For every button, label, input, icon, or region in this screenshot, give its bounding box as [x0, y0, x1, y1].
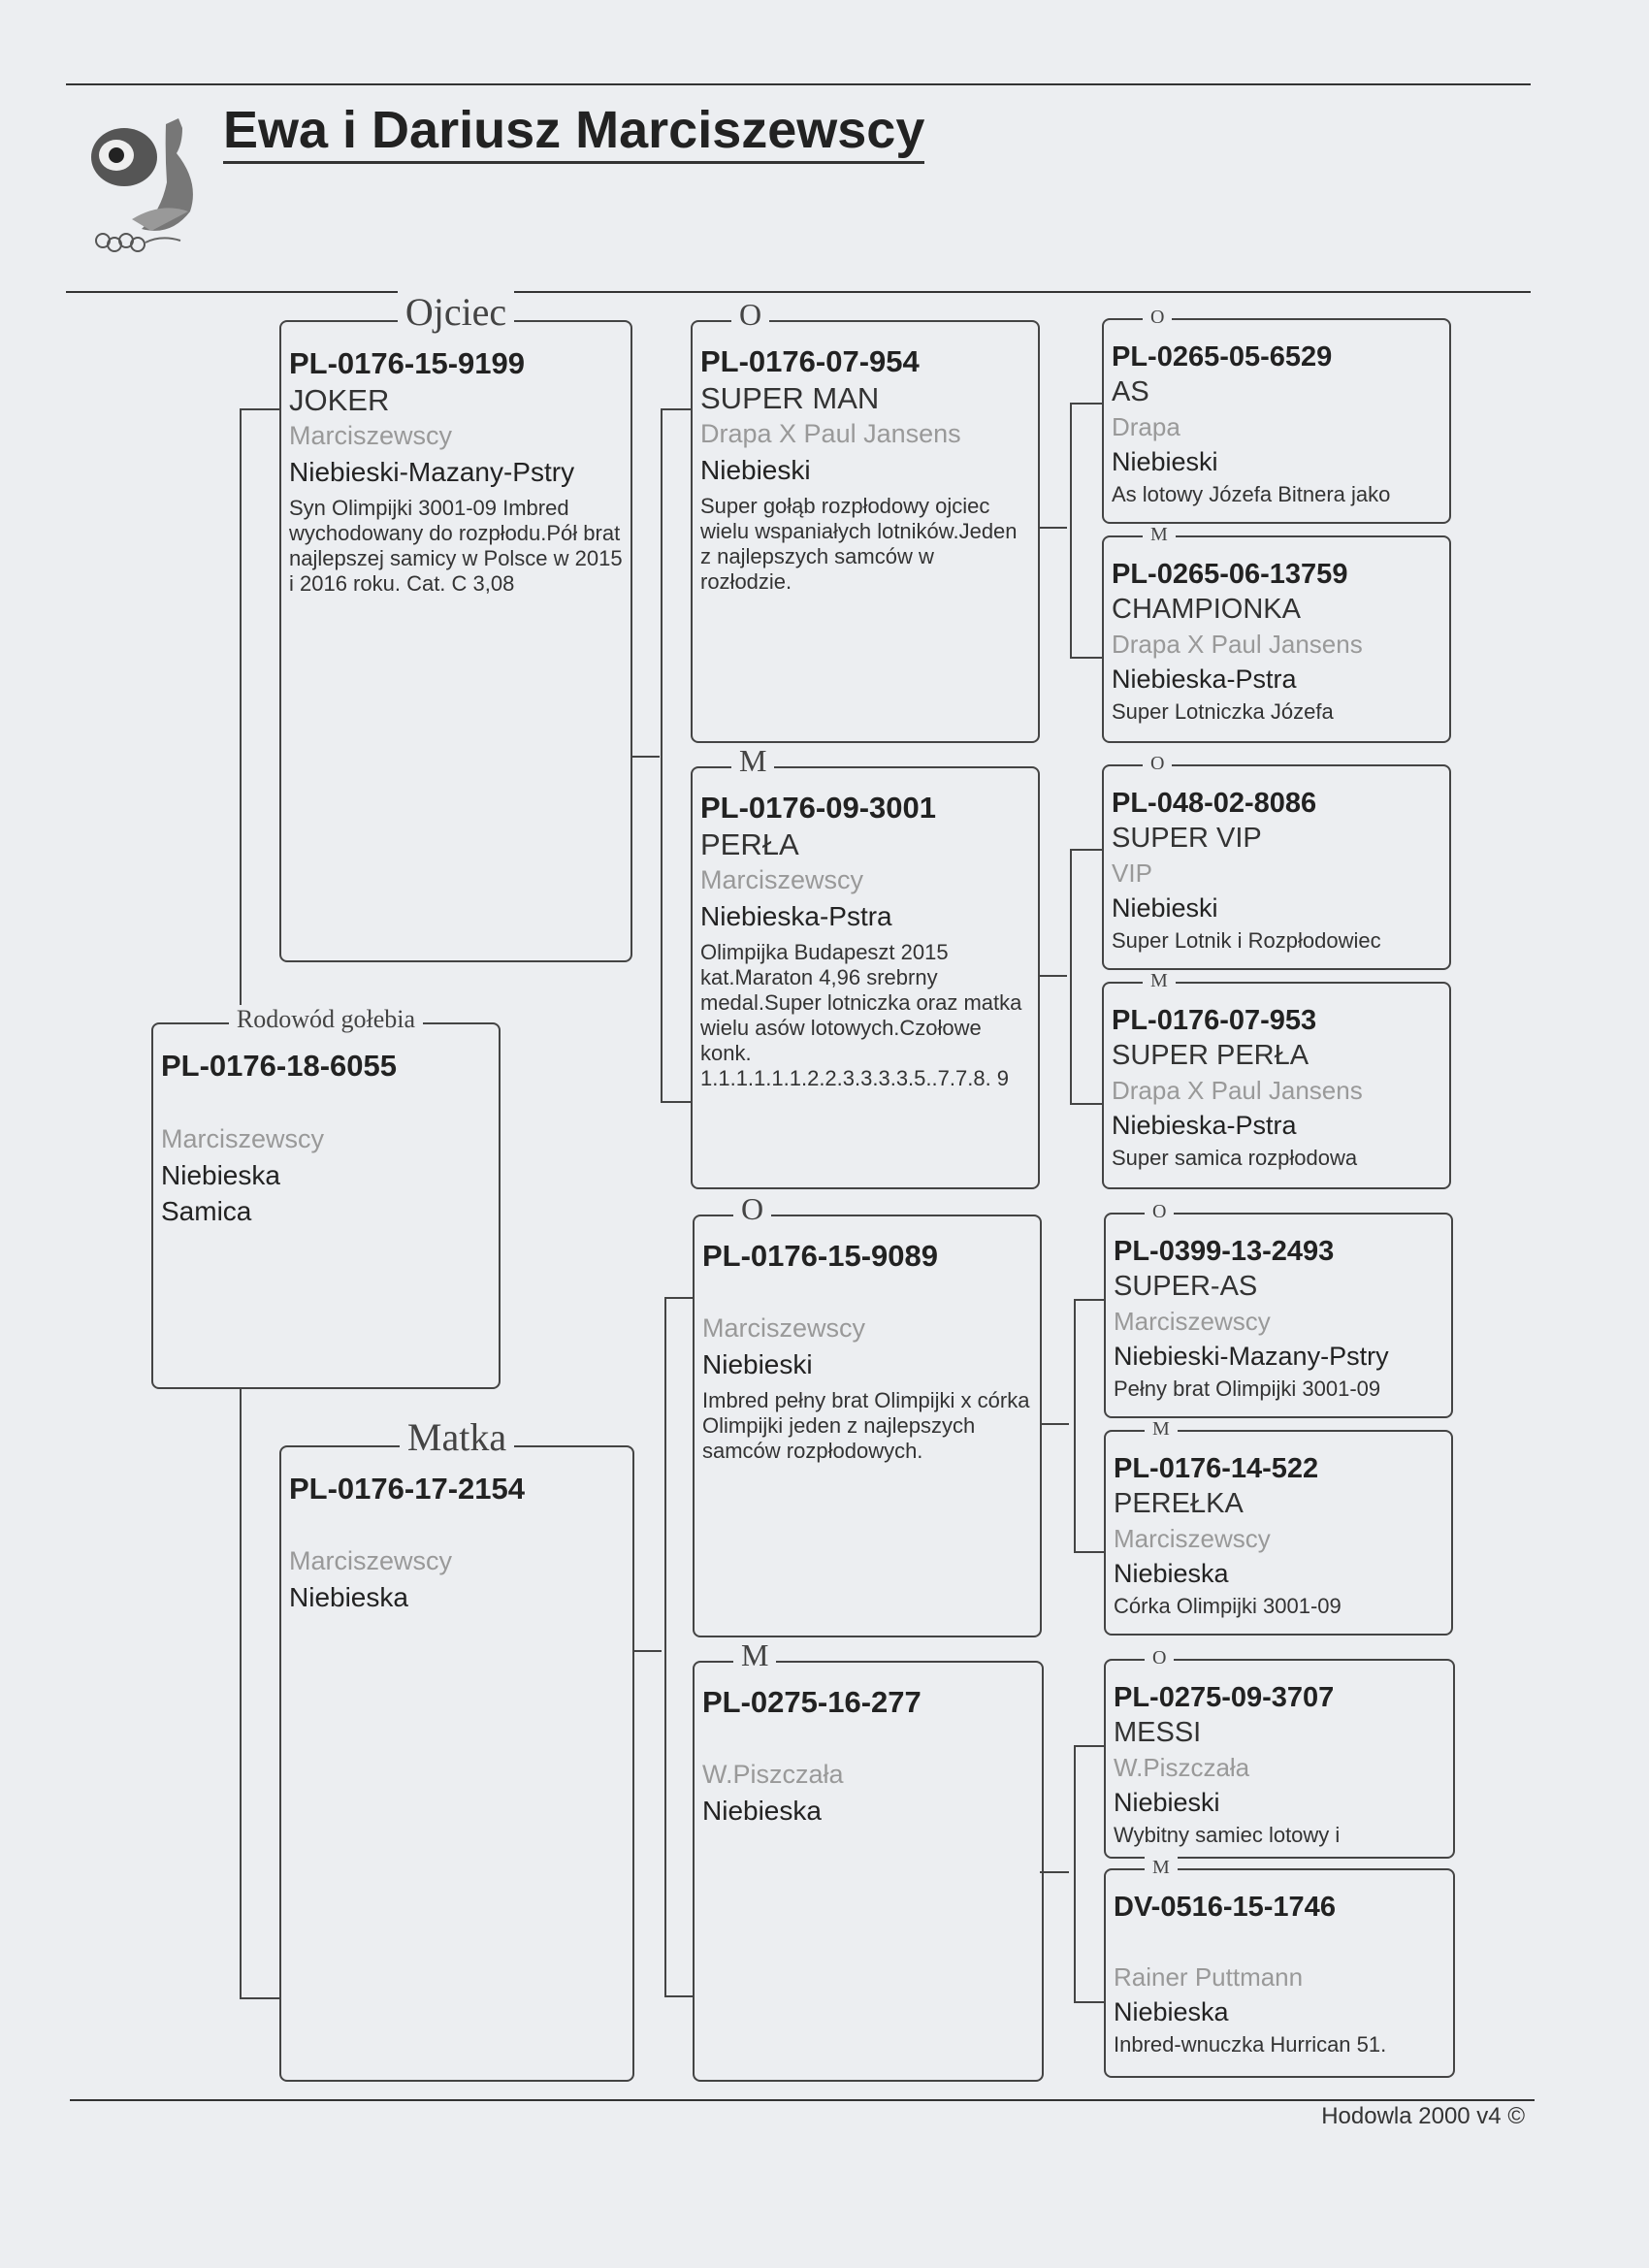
fmf-label: O	[1143, 753, 1172, 774]
ffm-card[interactable]	[1102, 524, 1451, 743]
ff-id: PL-0176-07-954	[700, 344, 920, 378]
mother-id: PL-0176-17-2154	[289, 1472, 525, 1506]
ffm-name: CHAMPIONKA	[1112, 594, 1301, 625]
mff-description: Pełny brat Olimpijki 3001-09	[1114, 1377, 1381, 1401]
mmf-card[interactable]	[1104, 1647, 1455, 1859]
mm-color: Niebieska	[702, 1796, 822, 1826]
mfm-id: PL-0176-14-522	[1114, 1453, 1319, 1484]
mmm-id: DV-0516-15-1746	[1114, 1892, 1336, 1923]
mmm-name	[1114, 1925, 1445, 1960]
subject-color: Niebieska	[161, 1160, 280, 1190]
mmm-description: Inbred-wnuczka Hurrican 51.	[1114, 2032, 1387, 2057]
mother-color: Niebieska	[289, 1582, 408, 1612]
mf-breeder: Marciszewscy	[702, 1313, 866, 1343]
footer-credit: Hodowla 2000 v4 ©	[1321, 2103, 1525, 2129]
mfm-label: M	[1145, 1418, 1178, 1440]
mmm-breeder: Rainer Puttmann	[1114, 1962, 1304, 1992]
grandfather-maternal-card[interactable]	[693, 1191, 1042, 1637]
grandfather-paternal-card[interactable]	[691, 297, 1040, 743]
fff-id: PL-0265-05-6529	[1112, 341, 1333, 373]
mmf-label: O	[1145, 1647, 1174, 1669]
fmf-card[interactable]	[1102, 753, 1451, 970]
father-label: Ojciec	[398, 290, 514, 334]
mfm-breeder: Marciszewscy	[1114, 1524, 1271, 1553]
subject-breeder: Marciszewscy	[161, 1124, 325, 1153]
ffm-label: M	[1143, 524, 1176, 545]
mmm-label: M	[1145, 1857, 1178, 1878]
grandmother-maternal-card[interactable]	[693, 1637, 1044, 2082]
mff-card[interactable]	[1104, 1201, 1453, 1418]
fm-color: Niebieska-Pstra	[700, 901, 892, 931]
ff-label: O	[731, 297, 769, 332]
subject-card[interactable]	[151, 1005, 501, 1389]
mf-description: Imbred pełny brat Olimpijki x córka Olimpijki jeden z najlepszych samców rozpłodowych.	[702, 1388, 1030, 1463]
father-name: JOKER	[289, 383, 390, 417]
ffm-description: Super Lotniczka Józefa	[1112, 699, 1334, 724]
mother-card[interactable]	[279, 1415, 634, 2082]
father-breeder: Marciszewscy	[289, 421, 453, 450]
mff-color: Niebieski-Mazany-Pstry	[1114, 1342, 1389, 1371]
mfm-name: PEREŁKA	[1114, 1488, 1244, 1519]
fff-color: Niebieski	[1112, 447, 1218, 476]
mfm-color: Niebieska	[1114, 1559, 1229, 1588]
fm-id: PL-0176-09-3001	[700, 791, 936, 825]
mm-label: M	[733, 1637, 776, 1672]
mfm-description: Córka Olimpijki 3001-09	[1114, 1594, 1342, 1618]
ff-breeder: Drapa X Paul Jansens	[700, 419, 961, 448]
mff-breeder: Marciszewscy	[1114, 1307, 1271, 1336]
fmm-label: M	[1143, 970, 1176, 991]
fmm-id: PL-0176-07-953	[1112, 1005, 1317, 1036]
fff-label: O	[1143, 307, 1172, 328]
fm-name: PERŁA	[700, 827, 799, 861]
mother-name	[289, 1507, 625, 1543]
ffm-breeder: Drapa X Paul Jansens	[1112, 630, 1363, 659]
fmf-name: SUPER VIP	[1112, 823, 1262, 854]
fm-breeder: Marciszewscy	[700, 865, 864, 894]
mff-label: O	[1145, 1201, 1174, 1222]
fff-name: AS	[1112, 376, 1149, 407]
grandmother-paternal-card[interactable]	[691, 743, 1040, 1189]
mmf-id: PL-0275-09-3707	[1114, 1682, 1335, 1713]
mmf-description: Wybitny samiec lotowy i	[1114, 1823, 1341, 1847]
mmf-color: Niebieski	[1114, 1788, 1220, 1817]
mmf-breeder: W.Piszczała	[1114, 1753, 1250, 1782]
father-card[interactable]	[279, 290, 632, 962]
mf-label: O	[733, 1191, 771, 1226]
mf-color: Niebieski	[702, 1349, 813, 1379]
ffm-id: PL-0265-06-13759	[1112, 559, 1348, 590]
mmm-color: Niebieska	[1114, 1997, 1229, 2026]
fff-description: As lotowy Józefa Bitnera jako	[1112, 482, 1391, 506]
ffm-color: Niebieska-Pstra	[1112, 664, 1297, 694]
mf-id: PL-0176-15-9089	[702, 1239, 938, 1273]
ff-description: Super gołąb rozpłodowy ojciec wielu wspaniałych lotników.Jeden z najlepszych samców w rozłodzie.	[700, 494, 1018, 594]
mmm-card[interactable]	[1104, 1857, 1455, 2078]
father-id: PL-0176-15-9199	[289, 346, 525, 380]
subject-sex: Samica	[161, 1196, 252, 1226]
father-description: Syn Olimpijki 3001-09 Imbred wychodowany do rozpłodu.Pół brat najlepszej samicy w Polsce w 2015 i 2016 roku. Cat. C 3,08	[289, 496, 623, 596]
subject-label: Rodowód gołebia	[229, 1005, 423, 1033]
page-title: Ewa i Dariusz Marciszewscy	[223, 101, 924, 164]
ff-color: Niebieski	[700, 455, 811, 485]
mm-name	[702, 1721, 1034, 1757]
mm-id: PL-0275-16-277	[702, 1685, 922, 1719]
fmf-color: Niebieski	[1112, 893, 1218, 923]
mother-label: Matka	[400, 1415, 514, 1459]
mother-breeder: Marciszewscy	[289, 1546, 453, 1575]
fff-breeder: Drapa	[1112, 412, 1180, 441]
ff-name: SUPER MAN	[700, 381, 880, 415]
fmf-description: Super Lotnik i Rozpłodowiec	[1112, 928, 1381, 953]
fmf-breeder: VIP	[1112, 859, 1152, 888]
subject-id: PL-0176-18-6055	[161, 1049, 397, 1083]
fmm-color: Niebieska-Pstra	[1112, 1111, 1297, 1140]
fmm-name: SUPER PERŁA	[1112, 1040, 1310, 1071]
father-color: Niebieski-Mazany-Pstry	[289, 457, 575, 487]
mmf-name: MESSI	[1114, 1717, 1202, 1748]
mf-name	[702, 1275, 1032, 1311]
fmf-id: PL-048-02-8086	[1112, 788, 1317, 819]
mm-breeder: W.Piszczała	[702, 1760, 844, 1789]
mff-name: SUPER-AS	[1114, 1271, 1258, 1302]
fm-label: M	[731, 743, 774, 778]
fmm-card[interactable]	[1102, 970, 1451, 1189]
fff-card[interactable]	[1102, 307, 1451, 524]
mff-id: PL-0399-13-2493	[1114, 1236, 1335, 1267]
mfm-card[interactable]	[1104, 1418, 1453, 1636]
fmm-description: Super samica rozpłodowa	[1112, 1146, 1358, 1170]
fm-description: Olimpijka Budapeszt 2015 kat.Maraton 4,96 srebrny medal.Super lotniczka oraz matka wielu asów lotowych.Czołowe konk. 1.1.1.1.1.1.2.2.3.3.3.3.5..7.7.8. 9	[700, 940, 1022, 1090]
fmm-breeder: Drapa X Paul Jansens	[1112, 1076, 1363, 1105]
